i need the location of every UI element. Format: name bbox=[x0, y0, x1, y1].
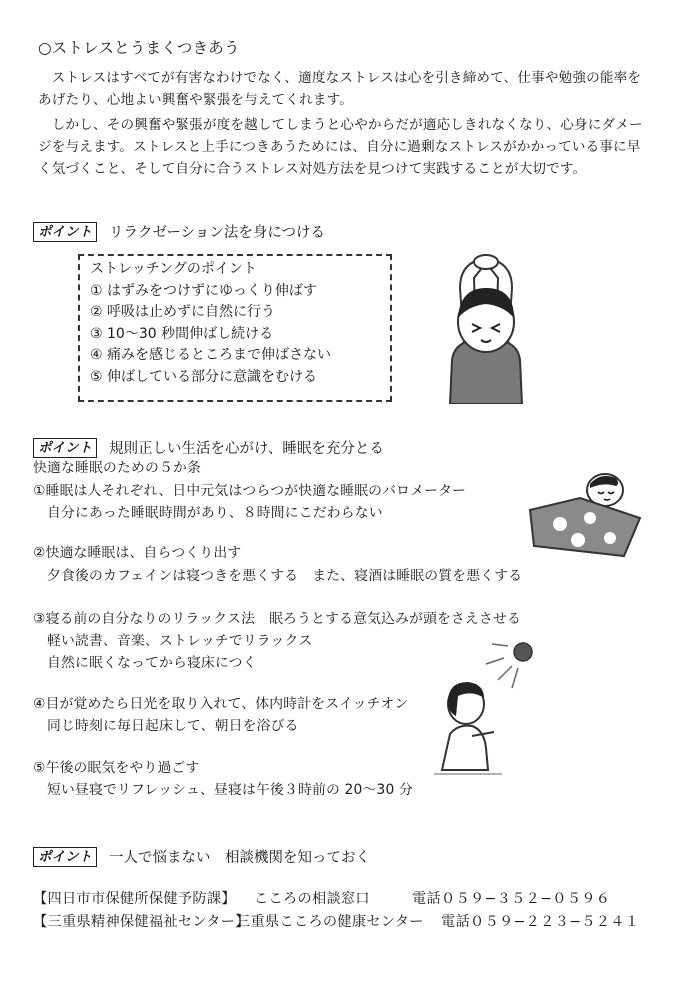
contact-1-org: 【四日市市保健所保健予防課】 bbox=[33, 891, 236, 907]
point2-header bbox=[33, 437, 384, 458]
intro-line-2: あげたり、心地よい興奮や緊張を与えてくれます。 bbox=[38, 92, 354, 108]
contact-2-phone: 電話０５９−２２３−５２４１ bbox=[441, 914, 640, 930]
point3-header bbox=[33, 846, 370, 867]
point2-badge: ポイント bbox=[33, 438, 97, 458]
intro-line-1: ストレスはすべてが有害なわけでなく、適度なストレスは心を引き締めて、仕事や勉強の能率を bbox=[38, 70, 642, 86]
rule-2-line-2: 夕食後のカフェインは寝つきを悪くする また、寝酒は睡眠の質を悪くする bbox=[33, 568, 523, 584]
sleep-subtitle: 快適な睡眠のための５か条 bbox=[33, 460, 201, 476]
morning-sun-person-illustration bbox=[428, 636, 548, 778]
rule-5-line-1: ⑤午後の眠気をやり過ごす bbox=[33, 760, 200, 776]
intro-line-4: ジを与えます。ストレスと上手につきあうためには、自分に過剰なストレスがかかっている事に早 bbox=[38, 139, 641, 155]
page-title: ○ストレスとうまくつきあう bbox=[38, 39, 240, 57]
rule-1-line-1: ①睡眠は人それぞれ、日中元気はつらつが快適な睡眠のバロメーター bbox=[33, 483, 467, 499]
contact-2-org: 【三重県精神保健福祉センター】 bbox=[33, 914, 250, 930]
stretching-box-title: ストレッチングのポイント bbox=[90, 261, 257, 277]
stretching-item-1: ① はずみをつけずにゆっくり伸ばす bbox=[90, 283, 317, 299]
contact-1-desk: こころの相談窓口 bbox=[254, 891, 370, 907]
contact-2-desk: 三重県こころの健康センター bbox=[236, 914, 424, 930]
stretching-item-5: ⑤ 伸ばしている部分に意識をむける bbox=[90, 369, 318, 385]
point1-heading: リラクゼーション法を身につける bbox=[109, 225, 326, 241]
rule-3-line-3: 自然に眠くなってから寝床につく bbox=[33, 655, 257, 671]
rule-4-line-2: 同じ時刻に毎日起床して、朝日を浴びる bbox=[33, 718, 299, 734]
stretching-item-4: ④ 痛みを感じるところまで伸ばさない bbox=[90, 347, 331, 363]
point2-heading: 規則正しい生活を心がけ、睡眠を充分とる bbox=[109, 441, 384, 457]
rule-3-line-2: 軽い読書、音楽、ストレッチでリラックス bbox=[33, 633, 313, 649]
rule-3-line-1: ③寝る前の自分なりのリラックス法 眠ろうとする意気込みが頭をさえさせる bbox=[33, 611, 522, 627]
intro-line-3: しかし、その興奮や緊張が度を越してしまうと心やからだが適応しきれなくなり、心身にダメー bbox=[38, 117, 643, 133]
stretching-item-3: ③ 10～30 秒間伸ばし続ける bbox=[90, 326, 274, 342]
intro-line-5: く気づくこと、そして自分に合うストレス対処方法を見つけて実践することが大切です。 bbox=[38, 161, 587, 177]
rule-1-line-2: 自分にあった睡眠時間があり、８時間にこだわらない bbox=[33, 505, 383, 521]
stretching-person-illustration bbox=[430, 248, 542, 404]
rule-2-line-1: ②快適な睡眠は、自らつくり出す bbox=[33, 545, 242, 561]
point1-badge: ポイント bbox=[33, 222, 97, 242]
point1-header bbox=[33, 221, 325, 242]
contact-1-phone: 電話０５９−３５２−０５９６ bbox=[412, 891, 611, 907]
point3-heading: 一人で悩まない 相談機関を知っておく bbox=[109, 850, 370, 866]
rule-4-line-1: ④目が覚めたら日光を取り入れて、体内時計をスイッチオン bbox=[33, 696, 409, 712]
rule-5-line-2: 短い昼寝でリフレッシュ、昼寝は午後３時前の 20～30 分 bbox=[33, 782, 414, 798]
stretching-item-2: ② 呼吸は止めずに自然に行う bbox=[90, 304, 276, 320]
sleeping-child-illustration bbox=[520, 470, 650, 560]
point3-badge: ポイント bbox=[33, 847, 97, 867]
